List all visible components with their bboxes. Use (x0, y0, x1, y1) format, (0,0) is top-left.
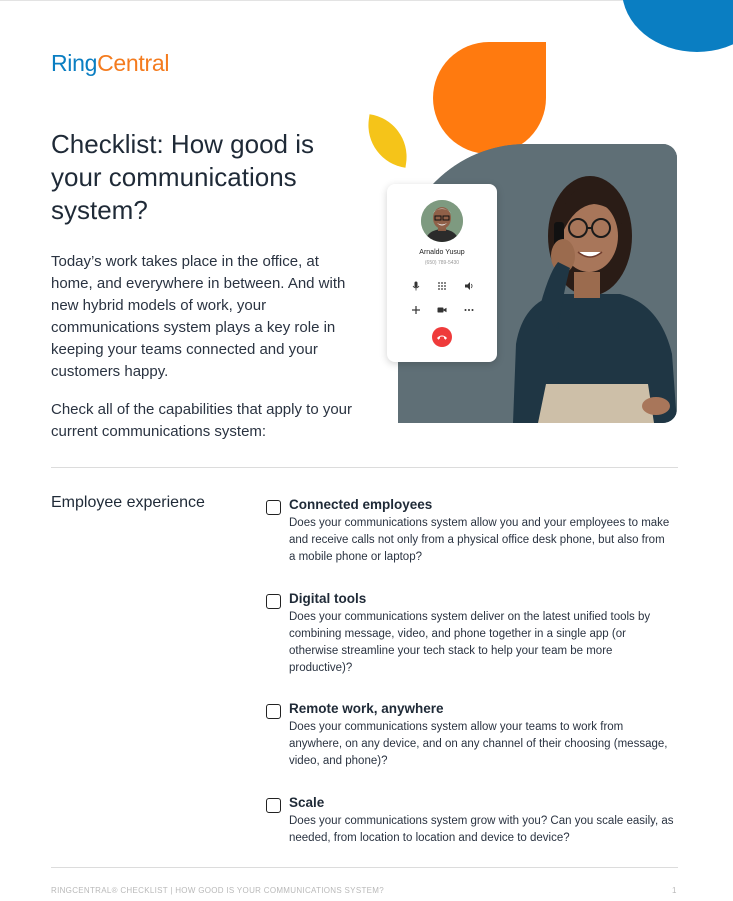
end-call-button[interactable] (432, 327, 452, 347)
item-title: Remote work, anywhere (289, 701, 444, 716)
page-number: 1 (672, 886, 677, 895)
add-icon[interactable] (410, 304, 422, 316)
item-title: Digital tools (289, 591, 367, 606)
item-description: Does your communications system grow with you? Can you scale easily, as needed, from location to location and device to device? (289, 815, 674, 844)
footer-divider (51, 867, 678, 868)
intro-paragraph: Today’s work takes place in the office, at home, and everywhere in between. And with new hybrid models of work, your communications system plays a key role in keeping your teams connected and your customers happy. (51, 253, 346, 380)
caller-avatar (421, 200, 463, 242)
logo-ring: Ring (51, 50, 98, 76)
item-title: Scale (289, 795, 325, 810)
page-title: Checklist: How good is your communications system? (51, 129, 314, 225)
section-heading: Employee experience (51, 494, 205, 511)
logo-central: Central (97, 50, 170, 76)
item-description: Does your communications system allow your teams to work from anywhere, on any device, and on any channel of their choosing (message, video, and phone)? (289, 721, 668, 767)
ringcentral-logo (51, 50, 169, 77)
item-title: Connected employees (289, 497, 433, 512)
decorative-blue-shape (622, 0, 733, 52)
item-description: Does your communications system deliver on the latest unified tools by combining message, video, and phone together in a single app (or otherwise streamline your tech stack to help your team be more productive)? (289, 611, 651, 674)
caller-number: (650) 789-5430 (424, 260, 460, 266)
checklist-prompt: Check all of the capabilities that apply to your current communications system: (51, 401, 353, 440)
speaker-icon[interactable] (463, 280, 475, 292)
checkbox-connected-employees[interactable] (266, 500, 281, 515)
section-divider (51, 467, 678, 468)
video-icon[interactable] (436, 304, 448, 316)
decorative-orange-shape (433, 42, 546, 154)
checkbox-scale[interactable] (266, 798, 281, 813)
phone-call-card (387, 184, 497, 362)
checkbox-remote-work[interactable] (266, 704, 281, 719)
microphone-icon[interactable] (410, 280, 422, 292)
item-description: Does your communications system allow you and your employees to make and receive calls not only from a physical office desk phone, but also from a mobile phone or laptop? (289, 517, 670, 563)
end-call-icon (436, 333, 448, 341)
caller-name: Arnaldo Yusup (419, 249, 465, 256)
more-icon[interactable] (463, 304, 475, 316)
footer-text: RINGCENTRAL® CHECKLIST | HOW GOOD IS YOUR COMMUNICATIONS SYSTEM? (51, 886, 384, 895)
keypad-icon[interactable] (436, 280, 448, 292)
checkbox-digital-tools[interactable] (266, 594, 281, 609)
decorative-yellow-shape (363, 114, 412, 168)
